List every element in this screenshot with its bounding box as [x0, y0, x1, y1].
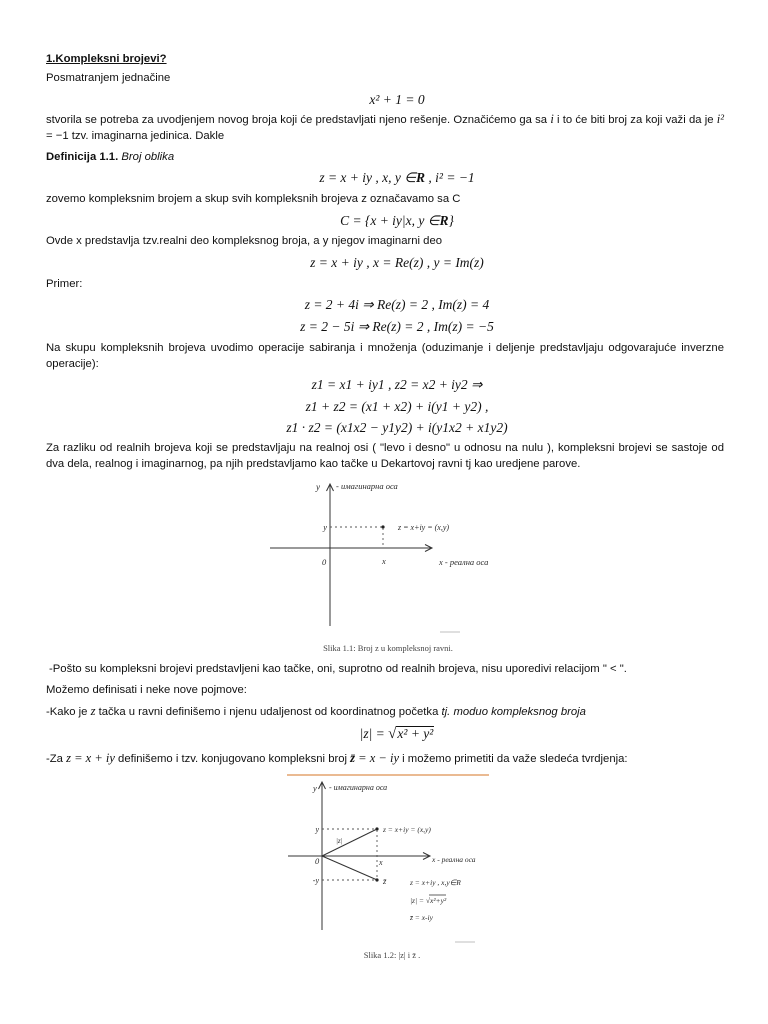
text-run: i možemo primetiti da važe sledeća tvrdjenja:: [399, 753, 628, 765]
operation-equation: z1 · z2 = (x1x2 − y1y2) + i(y1x2 + x1y2): [286, 420, 508, 435]
imaginary-axis-label: - имагинарна оса: [336, 481, 398, 491]
equation-complex-set: [46, 212, 748, 230]
paragraph-line: operacije):: [46, 358, 99, 370]
equation-definition: [46, 169, 748, 187]
y-axis-letter: y: [316, 482, 320, 492]
example-label: Primer:: [46, 278, 83, 290]
note-modulus-radicand: x²+y²: [429, 896, 447, 905]
imaginary-axis-label: - имагинарна оса: [329, 783, 388, 792]
neg-y-value-label: -y: [312, 876, 319, 885]
equation-x-squared: x² + 1 = 0: [369, 92, 425, 107]
text-run: -Za: [46, 753, 67, 765]
paragraph-line: Na skupu kompleksnih brojeva uvodimo operacije sabiranja i množenja (oduzimanje i deljenje predstavljaju odgovarajuće inverzne: [46, 342, 724, 354]
paragraph-complex-set: zovemo kompleksnim brojem a skup svih kompleksnih brojeva z označavamo sa C: [46, 193, 461, 205]
origin-label: 0: [322, 557, 327, 567]
math-run: , i² = −1: [425, 170, 475, 185]
example-equation: z = 2 − 5i ⇒ Re(z) = 2 , Im(z) = −5: [300, 319, 494, 334]
text-run: definišemo i tzv. konjugovano kompleksni broj: [114, 753, 351, 765]
math-run: i: [550, 112, 554, 126]
math-run: z: [90, 704, 96, 718]
paragraph-real-imag-parts: Ovde x predstavlja tzv.realni deo kompleksnog broja, a y njegov imaginarni deo: [46, 235, 443, 247]
figure-complex-plane: [266, 476, 506, 658]
paragraph-line: Za razliku od realnih brojeva koji se predstavljaju na realnoj osi ( "levo i desno" u odnosu na nulu ), kompleksni brojevi se sastoje od: [46, 442, 724, 454]
definition-label: Definicija 1.1.: [46, 151, 119, 163]
section-title: [46, 51, 724, 67]
text-run: i to će biti broj za koji važi da je: [553, 114, 717, 126]
note-modulus: [410, 896, 447, 905]
math-run: }: [448, 213, 454, 228]
paragraph-conjugate: [46, 750, 724, 767]
y-axis-letter: y: [313, 783, 317, 793]
paragraph-new-terms: Možemo definisati i neke nove pojmove:: [46, 684, 247, 696]
paragraph-modulus: [46, 703, 724, 720]
conjugate-symbol: z̄: [350, 751, 356, 765]
definition-heading: [46, 149, 724, 165]
conjugate-vector: [322, 856, 376, 880]
math-run: i²: [716, 112, 724, 126]
point-z-conjugate: [375, 878, 378, 881]
point-z-label: z = x+iy = (x,y): [383, 825, 431, 834]
note-conjugate: z̄ = x-iy: [410, 913, 433, 922]
math-run: z = x + iy: [66, 751, 115, 765]
modulus-radicand: x² + y²: [397, 726, 434, 741]
operation-equation: z1 = x1 + iy1 , z2 = x2 + iy2 ⇒: [311, 377, 483, 392]
note-definition: z = x+iy , x,y∈R: [410, 878, 461, 887]
modulus-vector: [322, 830, 376, 857]
x-value-label: x: [379, 858, 383, 867]
point-z-label: z = x+iy = (x,y): [398, 523, 450, 532]
figure-modulus-conjugate: [286, 772, 490, 964]
text-run-italic: tj. moduo kompleksnog broja: [441, 706, 586, 718]
real-axis-label: x - реална оса: [432, 855, 476, 864]
real-set-symbol: R: [416, 170, 426, 185]
real-set-symbol: R: [439, 213, 449, 228]
intro-text: Posmatranjem jednačine: [46, 72, 171, 84]
operation-equation: z1 + z2 = (x1 + x2) + i(y1 + y2) ,: [305, 399, 489, 414]
conjugate-label: z̄: [383, 876, 387, 886]
note-modulus-lhs: |z| = √: [410, 896, 430, 905]
paragraph-line: = −1 tzv. imaginarna jedinica. Dakle: [46, 130, 225, 142]
math-run: = x − iy: [355, 751, 399, 765]
section-title-text: 1.Kompleksni brojevi?: [46, 53, 167, 65]
paragraph-line: dva dela, realnog i imaginarnog, pa njih predstavljamo kao tačke u Dekartovoj ravni tj kao uredjene parove.: [46, 458, 581, 470]
paragraph-not-comparable: -Pošto su kompleksni brojevi predstavljeni kao tačke, oni, suprotno od realnih brojeva, nisu uporedivi relacijom " < ".: [49, 663, 627, 675]
modulus-lhs: |z| =: [359, 726, 389, 741]
math-run: C = {x + iy|x, y ∈: [340, 213, 440, 228]
figure-caption: Slika 1.1: Broj z u kompleksnoj ravni.: [323, 643, 453, 653]
text-run: stvorila se potreba za uvodjenjem novog broja koji će predstavljati njeno rešenje. Označićemo ga sa: [46, 114, 551, 126]
math-run: z = x + iy , x, y ∈: [319, 170, 417, 185]
paragraph-operations: [46, 340, 724, 372]
text-run: tačka u ravni definišemo i njenu udaljenost od koordinatnog početka: [95, 706, 442, 718]
equation-modulus: [46, 723, 748, 745]
sqrt-icon: √: [388, 726, 397, 742]
paragraph-line: [46, 111, 724, 128]
definition-text: Broj oblika: [121, 151, 175, 163]
y-value-label: y: [315, 825, 319, 834]
modulus-label: |z|: [336, 837, 343, 845]
x-value-label: x: [382, 556, 386, 566]
paragraph-cartesian-plane: [46, 440, 724, 472]
origin-label: 0: [315, 856, 320, 866]
equation-re-im: z = x + iy , x = Re(z) , y = Im(z): [310, 255, 484, 270]
text-run: -Kako je: [46, 706, 91, 718]
paragraph-imaginary-unit: [46, 111, 724, 144]
y-value-label: y: [323, 522, 327, 532]
figure-caption: Slika 1.2: |z| i z̄ .: [363, 950, 421, 960]
example-equation: z = 2 + 4i ⇒ Re(z) = 2 , Im(z) = 4: [304, 297, 490, 312]
real-axis-label: x - реална оса: [439, 557, 489, 567]
